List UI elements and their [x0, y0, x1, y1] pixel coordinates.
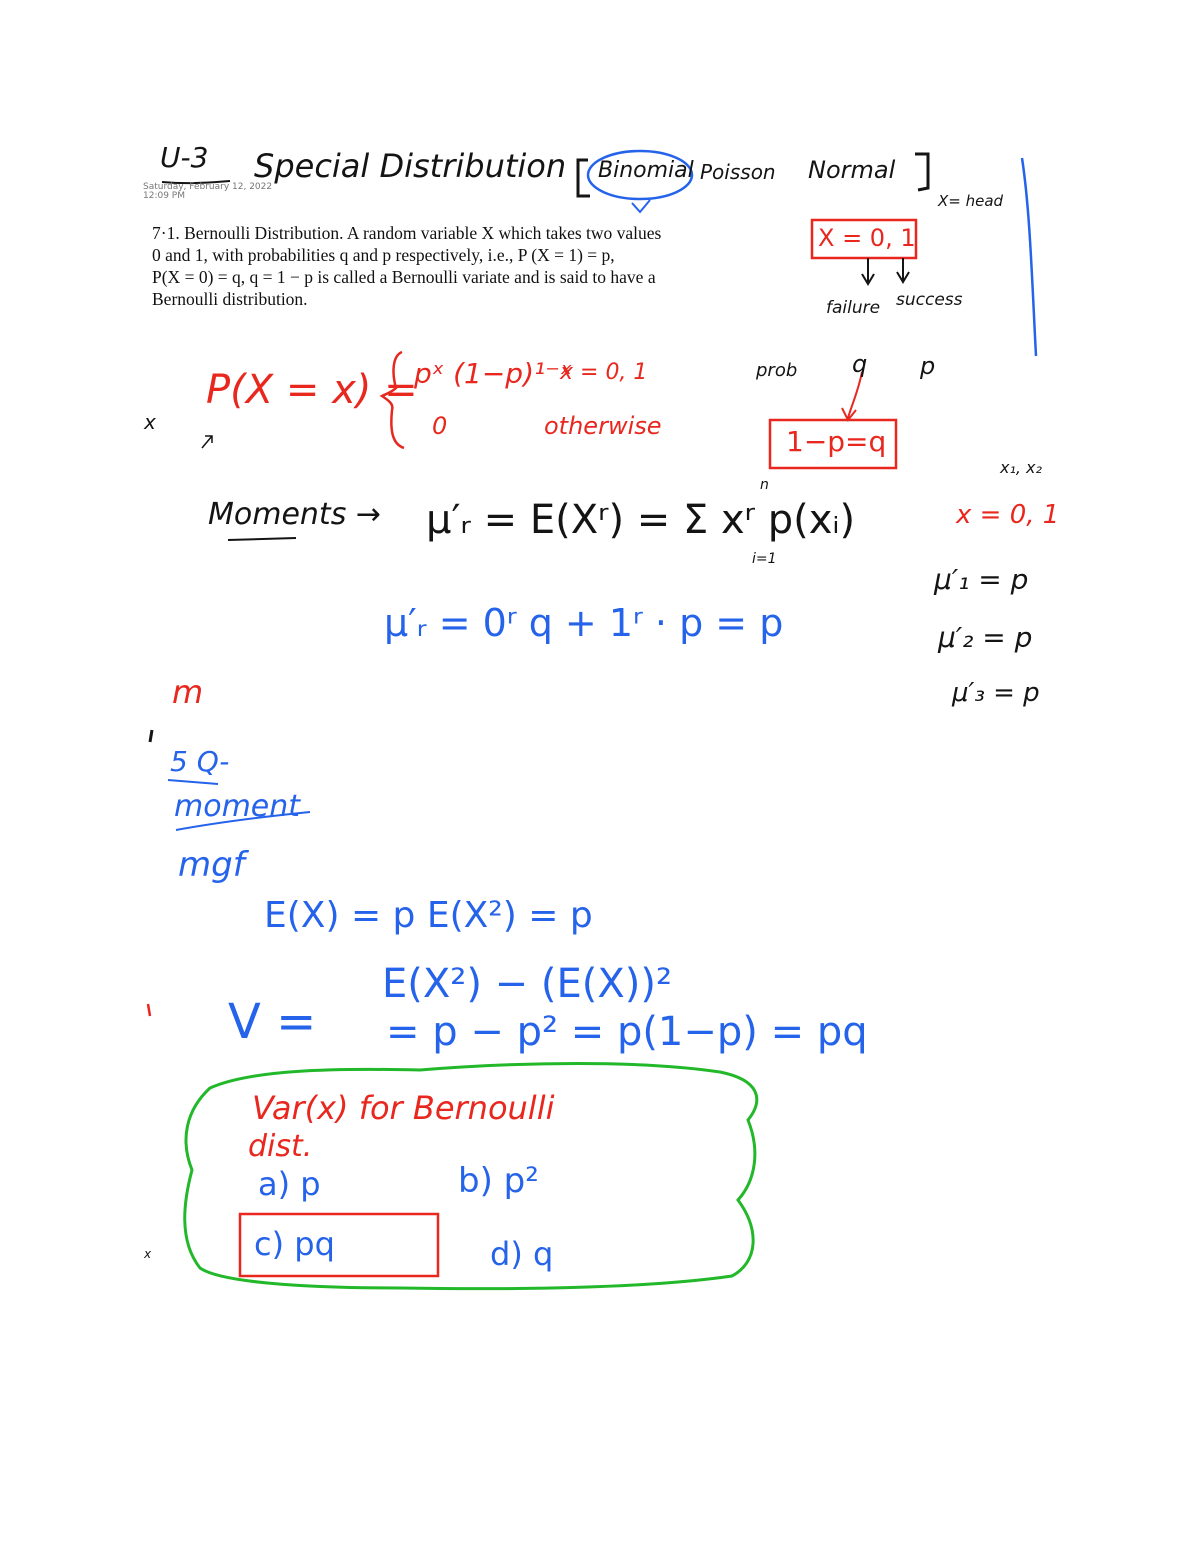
moments-underline: [228, 538, 296, 540]
type-poisson: Poisson: [700, 160, 776, 184]
quiz-option-a: a) p: [258, 1165, 321, 1203]
printed-line-2: 0 and 1, with probabilities q and p respectively, i.e., P (X = 1) = p,: [152, 245, 615, 265]
x-head-note: X= head: [938, 192, 1004, 210]
moment-note: moment: [174, 789, 301, 824]
mu1: μ′₁ = p: [934, 563, 1029, 596]
pmf-case2: 0: [432, 412, 448, 440]
timestamp-time: 12:09 PM: [143, 191, 185, 202]
pmf-case2-cond: otherwise: [544, 412, 662, 440]
pmf-case1: pˣ (1−p)¹⁻ˣ: [414, 357, 573, 390]
success-label: success: [896, 290, 963, 310]
x-list: x₁, x₂: [1000, 458, 1042, 477]
chapter-title: Special Distribution: [254, 147, 567, 185]
values-label: X = 0, 1: [818, 224, 916, 252]
sq-note: 5 Q-: [170, 745, 230, 778]
bracket-right: [915, 154, 928, 190]
moments-formula: μ′ᵣ = E(Xʳ) = Σ xʳ p(xᵢ): [426, 497, 856, 543]
mu3: μ′₃ = p: [952, 678, 1040, 708]
arrow-failure: [862, 258, 874, 284]
margin-line: [1022, 158, 1036, 356]
printed-line-3: P(X = 0) = q, q = 1 − p is called a Bernoulli variate and is said to have a: [152, 267, 656, 287]
margin-x: x: [144, 410, 156, 434]
printed-line-1: 7·1. Bernoulli Distribution. A random variable X which takes two values: [152, 223, 662, 243]
one-minus-p: 1−p=q: [786, 425, 887, 458]
red-m: m: [172, 673, 204, 711]
arrow-success: [897, 258, 909, 282]
expectations: E(X) = p E(X²) = p: [264, 895, 593, 936]
variance-rhs: E(X²) − (E(X))²: [382, 961, 672, 1007]
pmf-lhs: P(X = x) =: [206, 367, 418, 413]
printed-definition: [152, 222, 777, 310]
pmf-case1-cond: x = 0, 1: [560, 360, 648, 385]
q-label: q: [852, 350, 868, 378]
small-arrow: [202, 436, 212, 448]
sum-bottom: i=1: [752, 551, 777, 567]
variance-result: = p − p² = p(1−p) = pq: [386, 1009, 868, 1055]
type-normal: Normal: [808, 156, 896, 184]
variance-label: V =: [228, 994, 317, 1050]
printed-line-4: Bernoulli distribution.: [152, 289, 308, 309]
p-label: p: [920, 352, 936, 380]
stray-mark-2: [148, 1004, 150, 1016]
quiz-option-d: d) q: [490, 1235, 554, 1273]
failure-label: failure: [826, 298, 881, 318]
timestamp-date: Saturday, February 12, 2022: [143, 182, 273, 192]
timestamp: [143, 183, 272, 202]
mgf-note: mgf: [178, 845, 245, 885]
quiz-question-line2: dist.: [248, 1129, 313, 1164]
prob-label: prob: [756, 360, 798, 381]
quiz-option-c: c) pq: [254, 1225, 335, 1263]
sum-top: n: [760, 477, 769, 493]
stray-x: x: [144, 1247, 152, 1261]
mu2: μ′₂ = p: [938, 621, 1033, 654]
stray-mark-1: [150, 730, 152, 742]
unit-label: U-3: [160, 141, 209, 174]
x-values: x = 0, 1: [956, 500, 1060, 530]
binomial-check: [632, 200, 650, 212]
moments-label: Moments →: [208, 497, 381, 532]
sq-underline: [168, 780, 218, 784]
arrow-to-q: [842, 372, 862, 420]
quiz-option-b: b) p²: [458, 1161, 539, 1201]
moment-result: μ′ᵣ = 0ʳ q + 1ʳ · p = p: [384, 601, 784, 645]
quiz-question-line1: Var(x) for Bernoulli: [252, 1089, 555, 1127]
type-binomial: Binomial: [598, 158, 694, 183]
